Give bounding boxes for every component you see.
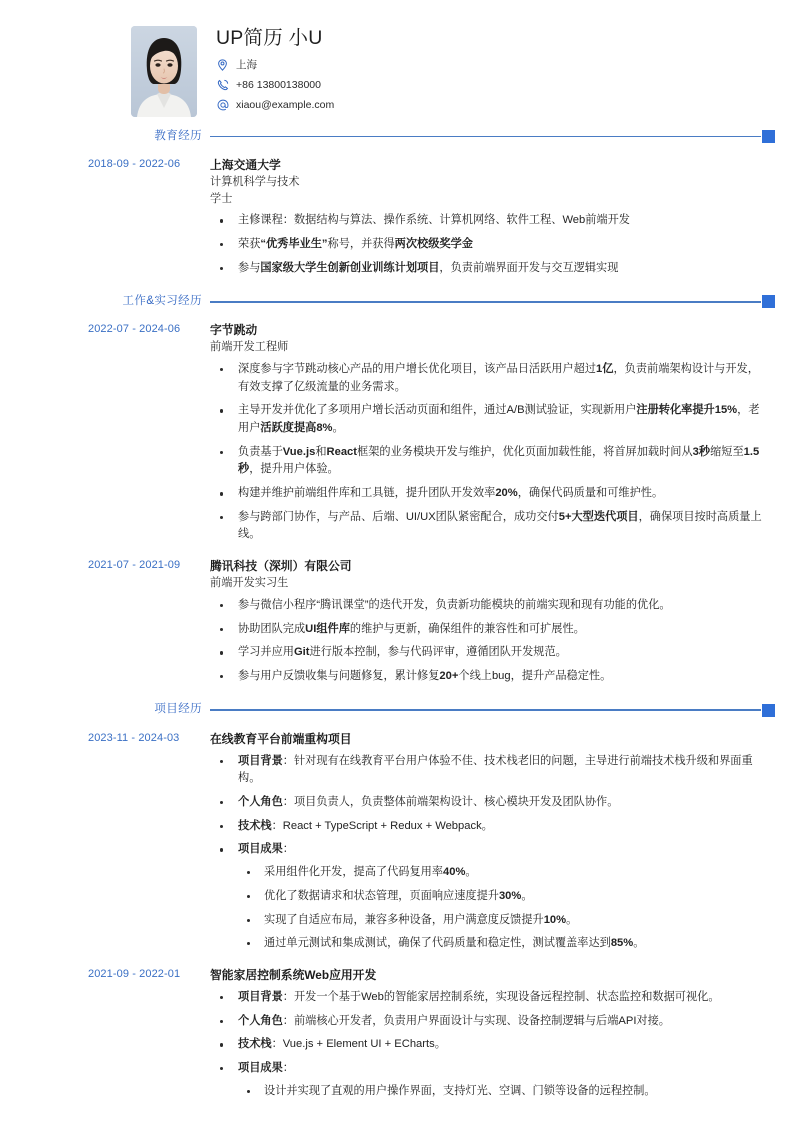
sub-bullet-list <box>238 864 769 953</box>
contact-location-text: 上海 <box>236 58 257 71</box>
resume-entry <box>0 322 799 544</box>
entry-subtitle: 学士 <box>210 192 233 205</box>
bullet-item: 深度参与字节跳动核心产品的用户增长优化项目，该产品日活跃用户超过1亿，负责前端架构设计与开发，有效支撑了亿级流量的业务需求。 <box>210 361 769 396</box>
resume-entry <box>0 157 799 277</box>
entry-org: 智能家居控制系统Web应用开发 <box>210 967 377 982</box>
bullet-item: 参与微信小程序“腾讯课堂”的迭代开发，负责新功能模块的前端实现和现有功能的优化。 <box>210 597 769 615</box>
entry-org: 字节跳动 <box>210 323 258 338</box>
bullet-item: 学习并应用Git进行版本控制，参与代码评审，遵循团队开发规范。 <box>210 644 769 662</box>
entry-body <box>210 157 769 277</box>
sub-bullet-item: 实现了自适应布局，兼容多种设备，用户满意度反馈提升10%。 <box>238 912 769 930</box>
section-end-marker <box>762 295 775 308</box>
location-pin-icon <box>216 58 229 71</box>
entry-org: 在线教育平台前端重构项目 <box>210 731 352 746</box>
bullet-item: 项目背景：针对现有在线教育平台用户体验不佳、技术栈老旧的问题，主导进行前端技术栈升级和界面重构。 <box>210 753 769 788</box>
entry-body <box>210 967 769 1101</box>
resume-entry <box>0 731 799 953</box>
contact-email-text: xiaou@example.com <box>236 98 335 111</box>
phone-icon <box>216 78 229 91</box>
bullet-item: 项目背景：开发一个基于Web的智能家居控制系统，实现设备远程控制、状态监控和数据可视化。 <box>210 989 769 1007</box>
sub-bullet-list <box>238 1083 769 1101</box>
section-header <box>0 130 799 143</box>
bullet-item: 荣获“优秀毕业生”称号，并获得两次校级奖学金 <box>210 236 769 254</box>
section-header <box>0 295 799 308</box>
entry-body <box>210 322 769 544</box>
resume-entry <box>0 558 799 685</box>
section-title: 教育经历 <box>154 129 202 142</box>
section-rule <box>210 136 761 137</box>
bullet-item: 主修课程：数据结构与算法、操作系统、计算机网络、软件工程、Web前端开发 <box>210 212 769 230</box>
bullet-item: 主导开发并优化了多项用户增长活动页面和组件，通过A/B测试验证，实现新用户注册转化率提升15%，老用户活跃度提高8%。 <box>210 402 769 437</box>
sub-bullet-item: 通过单元测试和集成测试，确保了代码质量和稳定性，测试覆盖率达到85%。 <box>238 935 769 953</box>
entry-date: 2021-09 - 2022-01 <box>88 967 181 980</box>
section-title: 工作&实习经历 <box>122 295 202 308</box>
contact-email <box>216 98 334 111</box>
entry-subtitle: 前端开发实习生 <box>210 577 289 590</box>
entry-date: 2018-09 - 2022-06 <box>88 158 181 170</box>
bullet-item: 技术栈：React + TypeScript + Redux + Webpack。 <box>210 818 769 836</box>
resume-header <box>0 0 799 112</box>
bullet-item: 个人角色：项目负责人，负责整体前端架构设计、核心模块开发及团队协作。 <box>210 794 769 812</box>
section-header <box>0 704 799 717</box>
sub-bullet-item: 优化了数据请求和状态管理，页面响应速度提升30%。 <box>238 888 769 906</box>
bullet-item: 参与用户反馈收集与问题修复，累计修复20+个线上bug，提升产品稳定性。 <box>210 668 769 686</box>
header-info <box>216 26 334 111</box>
bullet-item: 项目成果： 采用组件化开发，提高了代码复用率40%。 优化了数据请求和状态管理，页面响应速度提升30%。 实现了自适应布局，兼容多种设备，用户满意度反馈提升10%。 通过单元测试和集成测试，确保了代码质量和稳定性，测试覆盖率达到85%。 <box>210 841 769 952</box>
contact-phone-text: +86 13800138000 <box>236 78 321 91</box>
bullet-item: 负责基于Vue.js和React框架的业务模块开发与维护，优化页面加载性能，将首屏加载时间从3秒缩短至1.5秒，提升用户体验。 <box>210 444 769 479</box>
entry-subtitle: 计算机科学与技术 <box>210 176 300 189</box>
resume-entry <box>0 967 799 1101</box>
contact-location <box>216 58 334 71</box>
bullet-item: 参与国家级大学生创新创业训练计划项目，负责前端界面开发与交互逻辑实现 <box>210 260 769 278</box>
entry-body <box>210 731 769 953</box>
bullet-item: 协助团队完成UI组件库的维护与更新，确保组件的兼容性和可扩展性。 <box>210 621 769 639</box>
section-rule <box>210 709 761 710</box>
bullet-item: 参与跨部门协作，与产品、后端、UI/UX团队紧密配合，成功交付5+大型迭代项目，确保项目按时高质量上线。 <box>210 509 769 544</box>
bullet-item: 项目成果： 设计并实现了直观的用户操作界面，支持灯光、空调、门锁等设备的远程控制。 <box>210 1060 769 1100</box>
entry-date: 2021-07 - 2021-09 <box>88 559 181 572</box>
bullet-item: 技术栈：Vue.js + Element UI + ECharts。 <box>210 1036 769 1054</box>
entry-subtitle: 前端开发工程师 <box>210 341 289 354</box>
bullet-list <box>210 597 769 686</box>
bullet-list <box>210 989 769 1100</box>
resume-sections <box>0 130 799 1100</box>
entry-org: 腾讯科技（深圳）有限公司 <box>210 559 352 574</box>
entry-org: 上海交通大学 <box>210 158 281 172</box>
bullet-list <box>210 361 769 544</box>
entry-date: 2022-07 - 2024-06 <box>88 323 181 336</box>
contact-phone <box>216 78 334 91</box>
bullet-item: 构建并维护前端组件库和工具链，提升团队开发效率20%，确保代码质量和可维护性。 <box>210 485 769 503</box>
avatar <box>131 26 197 117</box>
bullet-item: 个人角色：前端核心开发者，负责用户界面设计与实现、设备控制逻辑与后端API对接。 <box>210 1013 769 1031</box>
bullet-list <box>210 212 769 277</box>
email-at-icon <box>216 98 229 111</box>
sub-bullet-item: 采用组件化开发，提高了代码复用率40%。 <box>238 864 769 882</box>
sub-bullet-item: 设计并实现了直观的用户操作界面，支持灯光、空调、门锁等设备的远程控制。 <box>238 1083 769 1101</box>
page-title: UP简历 小U <box>216 27 323 49</box>
section-title: 项目经历 <box>154 703 202 716</box>
entry-body <box>210 558 769 685</box>
section-end-marker <box>762 704 775 717</box>
bullet-list <box>210 753 769 953</box>
section-rule <box>210 301 761 302</box>
section-end-marker <box>762 130 775 143</box>
entry-date: 2023-11 - 2024-03 <box>88 731 180 744</box>
